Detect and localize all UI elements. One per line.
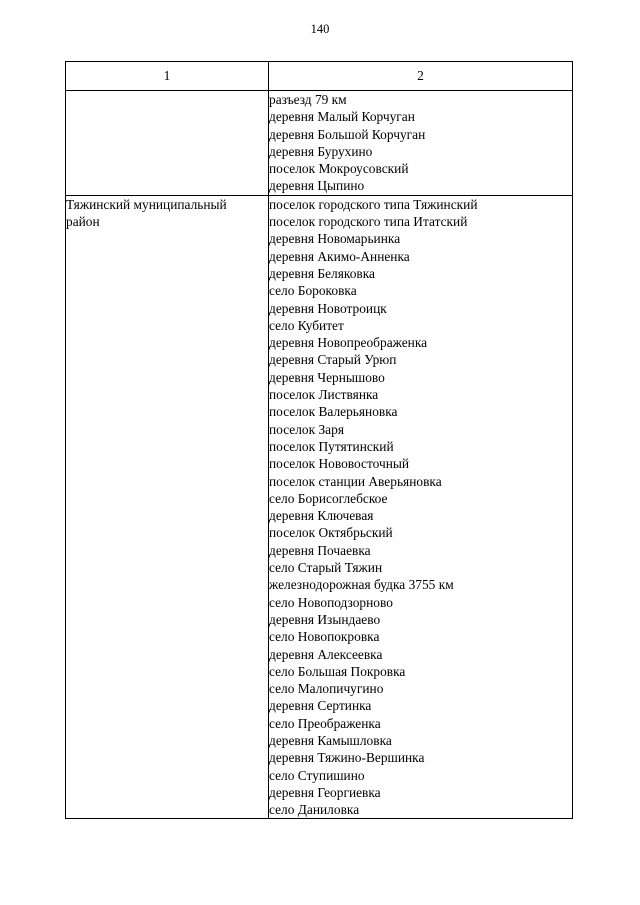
settlement-item: деревня Алексеевка [269,646,383,662]
settlement-item: поселок Октябрьский [269,525,393,541]
settlement-item: село Ступишино [269,767,365,783]
settlement-item: село Даниловка [269,802,360,818]
settlement-item: железнодорожная будка 3755 км [269,577,454,593]
settlement-item: поселок Листвянка [269,387,379,403]
settlements-cell [269,91,573,196]
settlement-item: село Большая Покровка [269,663,406,679]
settlement-item: поселок Путятинский [269,438,394,454]
settlement-item: поселок Заря [269,421,344,437]
settlement-item: разъезд 79 км [269,92,347,107]
settlement-item: поселок станции Аверьяновка [269,473,442,489]
district-name-line: Тяжинский муниципальный [66,196,227,212]
district-cell [66,91,269,196]
settlements-table [65,61,573,819]
settlement-item: деревня Георгиевка [269,784,381,800]
settlement-item: поселок городского типа Тяжинский [269,196,478,212]
settlements-cell [269,195,573,819]
settlement-item: поселок Нововосточный [269,456,410,472]
settlement-item: село Малопичугино [269,681,384,697]
settlement-item: деревня Старый Урюп [269,352,397,368]
settlement-item: село Бороковка [269,283,357,299]
settlement-item: село Новопокровка [269,629,380,645]
column-header-2: 2 [269,62,573,91]
settlement-item: поселок Мокроусовский [269,161,409,177]
settlement-item: деревня Сертинка [269,698,372,714]
district-name-line: район [66,214,100,230]
settlement-item: деревня Цыпино [269,178,365,194]
settlement-item: деревня Новотроицк [269,300,387,316]
settlement-item: деревня Почаевка [269,542,371,558]
settlement-item: деревня Малый Корчуган [269,109,415,125]
column-header-1: 1 [66,62,269,91]
settlement-item: село Старый Тяжин [269,560,383,576]
settlement-item: деревня Акимо-Анненка [269,248,410,264]
settlement-item: деревня Новопреображенка [269,335,428,351]
settlement-item: деревня Ключевая [269,508,374,524]
page-number: 140 [310,22,330,36]
settlement-item: деревня Бурухино [269,143,373,159]
settlement-item: деревня Большой Корчуган [269,126,426,142]
settlement-item: деревня Изындаево [269,611,381,627]
settlement-item: поселок Валерьяновка [269,404,398,420]
table-row [66,91,573,196]
settlement-item: село Новоподзорново [269,594,393,610]
settlement-item: деревня Новомарьинка [269,231,401,247]
settlement-item: село Борисоглебское [269,490,388,506]
table-header-row [66,62,573,91]
settlement-item: село Преображенка [269,715,381,731]
settlement-item: деревня Тяжино-Вершинка [269,750,425,766]
settlement-item: деревня Камышловка [269,732,392,748]
settlement-item: деревня Чернышово [269,369,385,385]
settlement-item: село Кубитет [269,317,344,333]
table-row [66,195,573,819]
district-cell [66,195,269,819]
settlement-item: поселок городского типа Итатский [269,214,468,230]
settlement-item: деревня Беляковка [269,265,375,281]
